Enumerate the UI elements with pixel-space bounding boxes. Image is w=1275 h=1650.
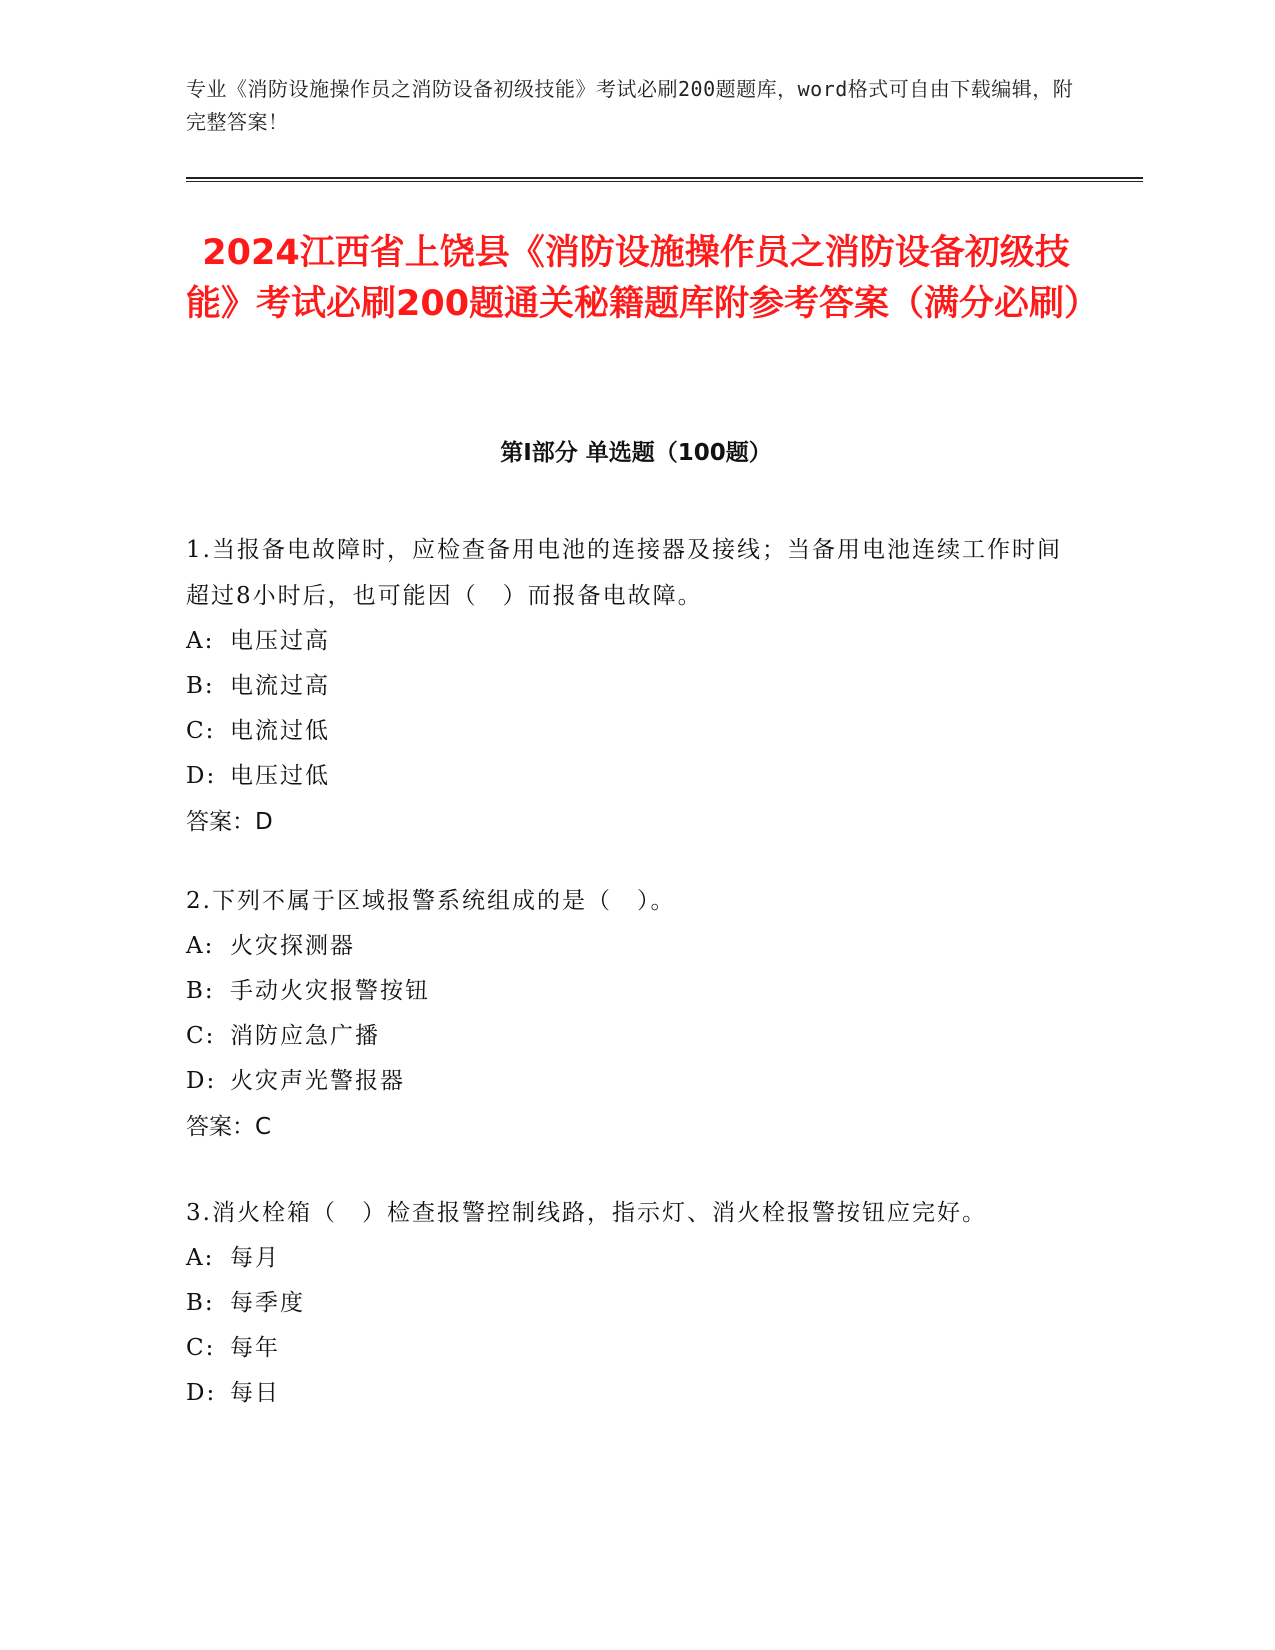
document-title: 2024江西省上饶县《消防设施操作员之消防设备初级技能》考试必刷200题通关秘籍题库附参考答案（满分必刷）: [186, 233, 1100, 324]
option-letter: C:: [186, 1335, 216, 1361]
question-stem: 3.消火栓箱（ ）检查报警控制线路，指示灯、消火栓报警按钮应完好。: [186, 1200, 987, 1226]
option-letter: A:: [186, 933, 215, 959]
option-b: [186, 969, 1076, 1014]
answer: 答案：D: [186, 809, 273, 835]
question-stem: 2.下列不属于区域报警系统组成的是（ ）。: [186, 888, 676, 914]
option-a: [186, 619, 1076, 664]
section-title: 第Ⅰ部分 单选题（100题）: [500, 440, 772, 466]
option-b: [186, 1281, 1076, 1326]
option-d: [186, 754, 1076, 799]
question-stem: 1.当报备电故障时，应检查备用电池的连接器及接线；当备用电池连续工作时间超过8小时后，也可能因（ ）而报备电故障。: [186, 537, 1062, 609]
option-c: [186, 709, 1076, 754]
option-letter: A:: [186, 628, 215, 654]
option-letter: D:: [186, 1068, 217, 1094]
option-letter: B:: [186, 1290, 215, 1316]
option-letter: A:: [186, 1245, 215, 1271]
option-d: [186, 1371, 1076, 1416]
option-text: 电流过高: [230, 673, 330, 699]
option-text: 每季度: [230, 1290, 305, 1316]
option-c: [186, 1014, 1076, 1059]
option-letter: D:: [186, 763, 217, 789]
option-text: 电压过高: [230, 628, 330, 654]
option-text: 火灾声光警报器: [230, 1068, 405, 1094]
option-letter: C:: [186, 1023, 216, 1049]
option-letter: C:: [186, 718, 216, 744]
option-text: 消防应急广播: [230, 1023, 380, 1049]
option-text: 手动火灾报警按钮: [230, 978, 430, 1004]
header-divider: [186, 177, 1143, 182]
option-b: [186, 664, 1076, 709]
option-c: [186, 1326, 1076, 1371]
option-text: 电压过低: [230, 763, 330, 789]
question-3: [186, 1190, 1076, 1416]
option-text: 电流过低: [230, 718, 330, 744]
option-text: 火灾探测器: [230, 933, 355, 959]
option-text: 每年: [230, 1335, 280, 1361]
question-2: [186, 878, 1076, 1150]
option-letter: B:: [186, 673, 215, 699]
option-a: [186, 1236, 1076, 1281]
option-text: 每月: [230, 1245, 280, 1271]
option-d: [186, 1059, 1076, 1104]
option-letter: B:: [186, 978, 215, 1004]
question-1: [186, 527, 1076, 845]
answer: 答案：C: [186, 1114, 272, 1140]
option-letter: D:: [186, 1380, 217, 1406]
header-note: 专业《消防设施操作员之消防设备初级技能》考试必刷200题题库，word格式可自由下载编辑，附完整答案！: [186, 77, 1074, 134]
option-a: [186, 924, 1076, 969]
option-text: 每日: [230, 1380, 280, 1406]
